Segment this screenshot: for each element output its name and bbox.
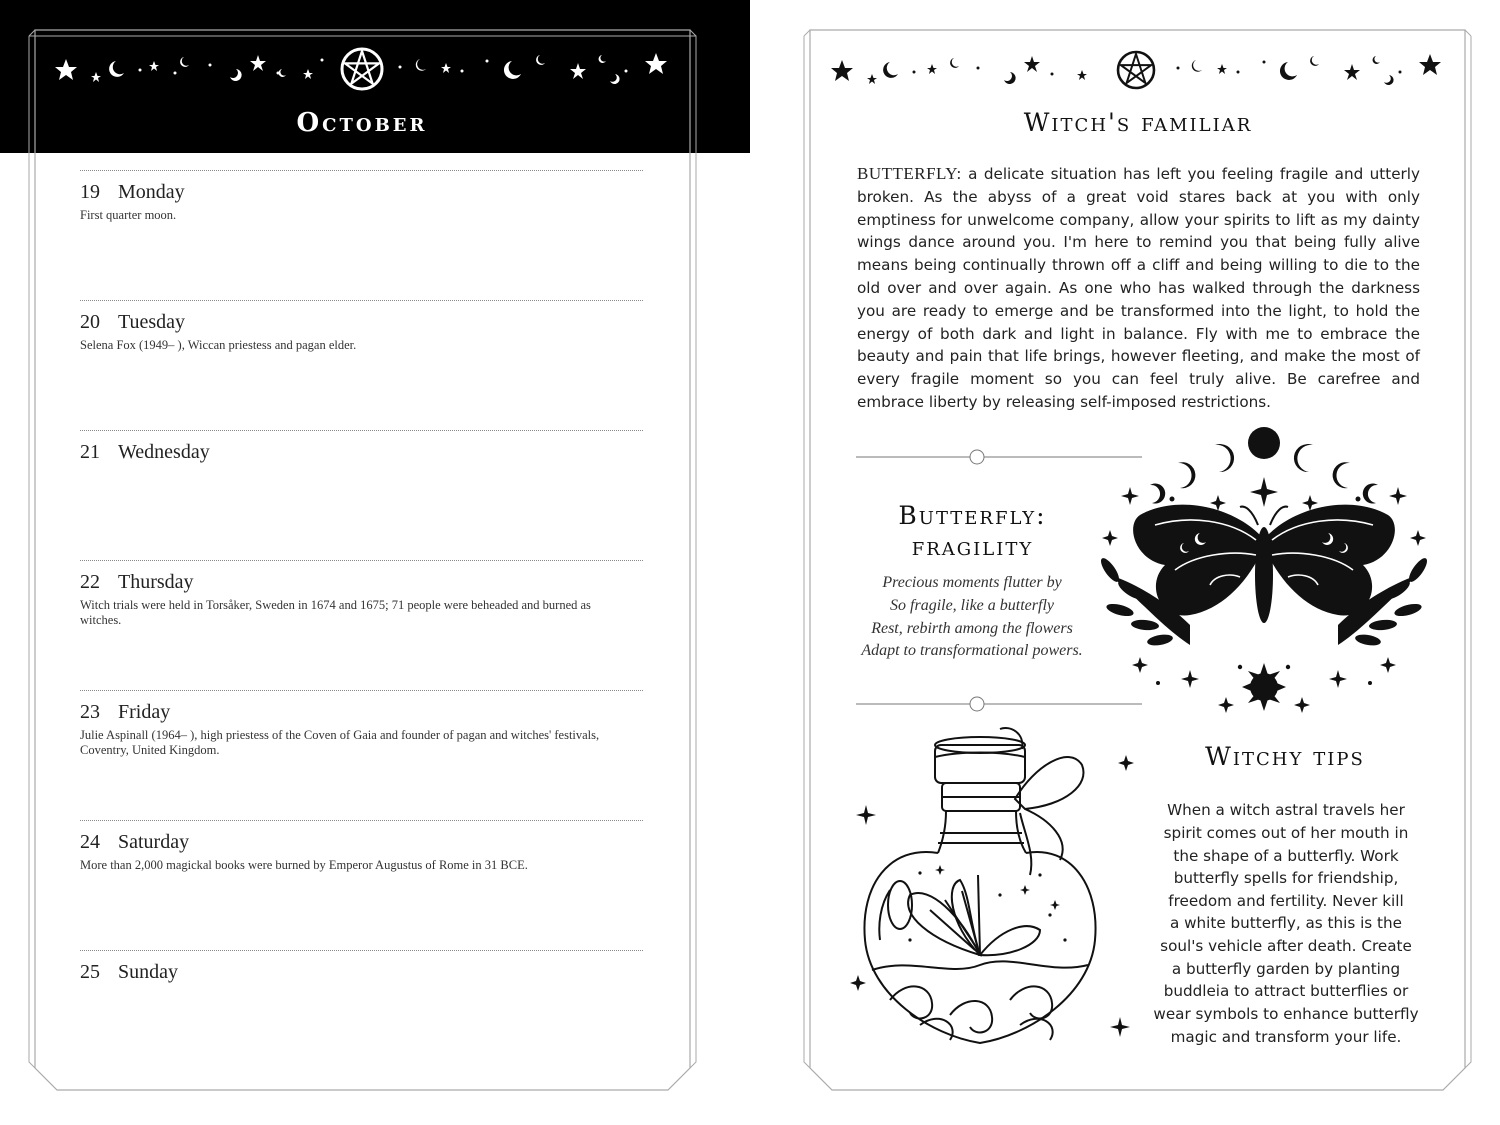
day-name: Friday: [118, 701, 171, 723]
section-title: Witch's familiar: [1023, 108, 1253, 137]
day-note: Selena Fox (1949– ), Wiccan priestess and pagan elder.: [80, 338, 357, 352]
day-entry[interactable]: [80, 430, 643, 560]
day-name: Saturday: [118, 831, 190, 853]
tips-line: wear symbols to enhance butterfly: [1153, 1005, 1419, 1023]
tips-line: magic and transform your life.: [1170, 1028, 1402, 1046]
potion-bottle-butterfly-illustration: [850, 725, 1170, 1060]
right-page: [750, 0, 1500, 1125]
pentacle-icon: [1115, 49, 1157, 91]
day-note: More than 2,000 magickal books were burned by Emperor Augustus of Rome in 31 BCE.: [80, 858, 528, 872]
day-heading: [80, 181, 185, 204]
tips-line: freedom and fertility. Never kill: [1168, 892, 1404, 910]
day-entry[interactable]: [80, 820, 643, 950]
tips-line: a butterfly garden by planting: [1171, 960, 1401, 978]
day-heading: [80, 961, 178, 984]
day-entry[interactable]: [80, 560, 643, 690]
day-entry[interactable]: [80, 690, 643, 820]
day-number: 24: [80, 831, 100, 853]
tips-line: soul's vehicle after death. Create: [1160, 937, 1412, 955]
day-name: Tuesday: [118, 311, 186, 333]
familiar-paragraph: [857, 163, 1420, 414]
poem-line: Precious moments flutter by: [882, 574, 1062, 591]
day-entry[interactable]: [80, 300, 643, 430]
poem-line: Rest, rebirth among the flowers: [871, 620, 1073, 637]
paragraph-body: a delicate situation has left you feeling fragile and utterly broken. As the abyss of a great void stares back at you with only emptiness for unwelcome company, allow your spirits to lift as my dainty wings dance around you. I'm here to remind you that being fully alive means being continually thrown off a cliff and being willing to die to the old over and over again. As one who has walked through the darkness you are ready to emerge and be transformed into the light, to hold the energy of both dark and light in balance. Fly with me to embrace the beauty and pain that life brings, however fleeting, and make the most of every fragile moment so you can feel truly alive. Be carefree and embrace liberty by releasing self-imposed restrictions.: [857, 165, 1420, 411]
day-number: 19: [80, 181, 100, 203]
day-heading: [80, 441, 210, 464]
day-note: First quarter moon.: [80, 208, 177, 222]
day-heading: [80, 831, 189, 854]
day-name: Sunday: [118, 961, 178, 983]
day-name: Monday: [118, 181, 185, 203]
tips-line: spirit comes out of her mouth in: [1163, 824, 1409, 842]
day-entry[interactable]: [80, 170, 643, 300]
fragility-title-line: Butterfly:: [898, 501, 1047, 530]
fragility-title: [850, 500, 1095, 562]
day-name: Wednesday: [118, 441, 210, 463]
day-note: Julie Aspinall (1964– ), high priestess of the Coven of Gaia and founder of pagan and witches' festivals, Coventry, United Kingdom.: [80, 728, 600, 757]
poem-line: So fragile, like a butterfly: [890, 597, 1054, 614]
day-name: Thursday: [118, 571, 194, 593]
day-number: 25: [80, 961, 100, 983]
day-number: 23: [80, 701, 100, 723]
tips-line: When a witch astral travels her: [1167, 801, 1405, 819]
moth-illustration: [1080, 425, 1450, 725]
day-heading: [80, 571, 194, 594]
fragility-title-line: fragility: [911, 532, 1034, 561]
day-note: Witch trials were held in Torsåker, Sweden in 1674 and 1675; 71 people were beheaded and burned as witches.: [80, 598, 591, 627]
day-heading: [80, 701, 170, 724]
poem-line: Adapt to transformational powers.: [861, 642, 1083, 659]
day-entry[interactable]: [80, 950, 643, 1080]
day-number: 22: [80, 571, 100, 593]
tips-line: butterfly spells for friendship,: [1173, 869, 1399, 887]
day-number: 21: [80, 441, 100, 463]
tips-line: a white butterfly, as this is the: [1170, 914, 1402, 932]
pentacle-icon: [339, 46, 385, 92]
day-heading: [80, 311, 185, 334]
tips-line: buddleia to attract butterflies or: [1163, 982, 1409, 1000]
day-number: 20: [80, 311, 100, 333]
tips-title: Witchy tips: [1205, 742, 1365, 771]
tips-line: the shape of a butterfly. Work: [1173, 847, 1399, 865]
month-title: October: [296, 108, 428, 138]
paragraph-lead: BUTTERFLY:: [857, 164, 962, 183]
